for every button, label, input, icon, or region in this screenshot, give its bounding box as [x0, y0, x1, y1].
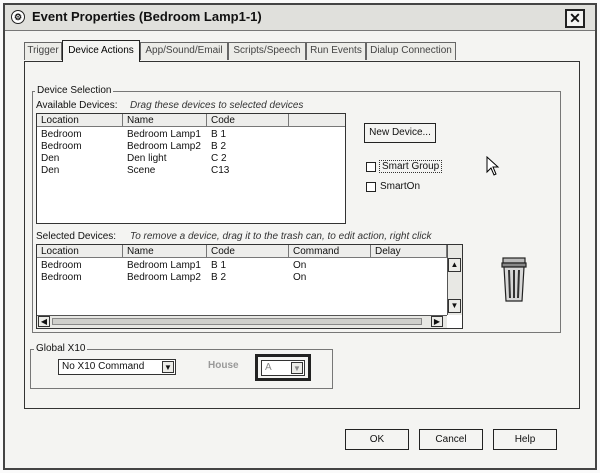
device-location: Bedroom	[41, 141, 82, 152]
x10-command-value: No X10 Command	[62, 361, 145, 372]
device-location: Den	[41, 165, 60, 176]
ok-button[interactable]: OK	[345, 429, 409, 450]
scroll-down-button[interactable]	[448, 299, 461, 313]
column-header-location[interactable]: Location	[37, 245, 123, 258]
house-value: A	[265, 362, 272, 373]
device-location: Bedroom	[41, 272, 82, 283]
column-header-code[interactable]: Code	[207, 245, 289, 258]
house-select[interactable]	[261, 360, 305, 376]
list-item[interactable]	[37, 165, 345, 176]
smart-on-checkbox[interactable]	[366, 182, 376, 192]
column-header-delay[interactable]: Delay	[371, 245, 447, 258]
device-name: Bedroom Lamp2	[127, 141, 201, 152]
app-icon[interactable]: ⚙	[11, 10, 25, 24]
device-name: Bedroom Lamp1	[127, 129, 201, 140]
close-icon: ✕	[569, 10, 581, 26]
arrow-down-icon: ▼	[450, 301, 459, 310]
device-selection-legend: Device Selection	[37, 85, 112, 96]
window-title: Event Properties (Bedroom Lamp1-1)	[32, 9, 262, 24]
horizontal-scroll-thumb[interactable]	[52, 318, 422, 325]
new-device-button[interactable]: New Device...	[364, 123, 436, 143]
scroll-right-button[interactable]	[431, 316, 443, 327]
column-header-command[interactable]: Command	[289, 245, 371, 258]
arrow-up-icon: ▲	[450, 260, 459, 269]
device-name: Den light	[127, 153, 167, 164]
selected-devices-hint: To remove a device, drag it to the trash can, to edit action, right click	[130, 231, 432, 242]
list-item[interactable]	[37, 129, 345, 140]
tab-device-actions[interactable]: Device Actions	[62, 40, 140, 62]
table-row[interactable]	[37, 260, 447, 271]
chevron-down-icon[interactable]: ▼	[162, 361, 174, 373]
device-code: B 2	[211, 141, 227, 152]
tab-run-events[interactable]: Run Events	[306, 42, 366, 60]
column-header-code[interactable]: Code	[207, 114, 289, 127]
mouse-pointer-icon	[486, 156, 500, 176]
device-location: Bedroom	[41, 260, 82, 271]
device-code: B 2	[211, 272, 227, 283]
list-item[interactable]	[37, 141, 345, 152]
help-button[interactable]: Help	[493, 429, 557, 450]
device-name: Bedroom Lamp1	[127, 260, 201, 271]
column-header-blank	[289, 114, 345, 127]
scroll-left-button[interactable]	[38, 316, 50, 327]
close-button[interactable]	[565, 9, 585, 28]
device-code: C 2	[211, 153, 227, 164]
device-location: Den	[41, 153, 60, 164]
selected-devices-label: Selected Devices:	[36, 231, 117, 242]
tab-scripts-speech[interactable]: Scripts/Speech	[228, 42, 306, 60]
smart-group-checkbox[interactable]	[366, 162, 376, 172]
device-name: Scene	[127, 165, 156, 176]
tab-dialup-connection[interactable]: Dialup Connection	[366, 42, 456, 60]
column-header-location[interactable]: Location	[37, 114, 123, 127]
tab-app-sound-email[interactable]: App/Sound/Email	[140, 42, 228, 60]
arrow-left-icon: ◀	[40, 317, 48, 326]
column-header-name[interactable]: Name	[123, 114, 207, 127]
cancel-button[interactable]: Cancel	[419, 429, 483, 450]
device-code: B 1	[211, 129, 227, 140]
available-devices-hint: Drag these devices to selected devices	[130, 100, 304, 111]
device-name: Bedroom Lamp2	[127, 272, 201, 283]
tab-trigger[interactable]: Trigger	[24, 42, 62, 60]
smart-on-label[interactable]: SmartOn	[380, 181, 421, 192]
selected-devices-list[interactable]	[36, 244, 463, 329]
trash-can-icon[interactable]	[498, 256, 530, 304]
x10-command-select[interactable]	[58, 359, 176, 375]
column-header-name[interactable]: Name	[123, 245, 207, 258]
smart-group-label[interactable]: Smart Group	[379, 160, 442, 173]
house-label: House	[208, 360, 239, 371]
arrow-right-icon: ▶	[433, 317, 441, 326]
chevron-down-icon[interactable]: ▼	[291, 362, 303, 374]
device-code: C13	[211, 165, 230, 176]
device-command: On	[293, 272, 307, 283]
scroll-up-button[interactable]	[448, 258, 461, 272]
list-item[interactable]	[37, 153, 345, 164]
device-command: On	[293, 260, 307, 271]
available-devices-label: Available Devices:	[36, 100, 118, 111]
device-location: Bedroom	[41, 129, 82, 140]
global-x10-legend: Global X10	[36, 343, 86, 354]
table-row[interactable]	[37, 272, 447, 283]
available-devices-list[interactable]	[36, 113, 346, 224]
device-code: B 1	[211, 260, 227, 271]
